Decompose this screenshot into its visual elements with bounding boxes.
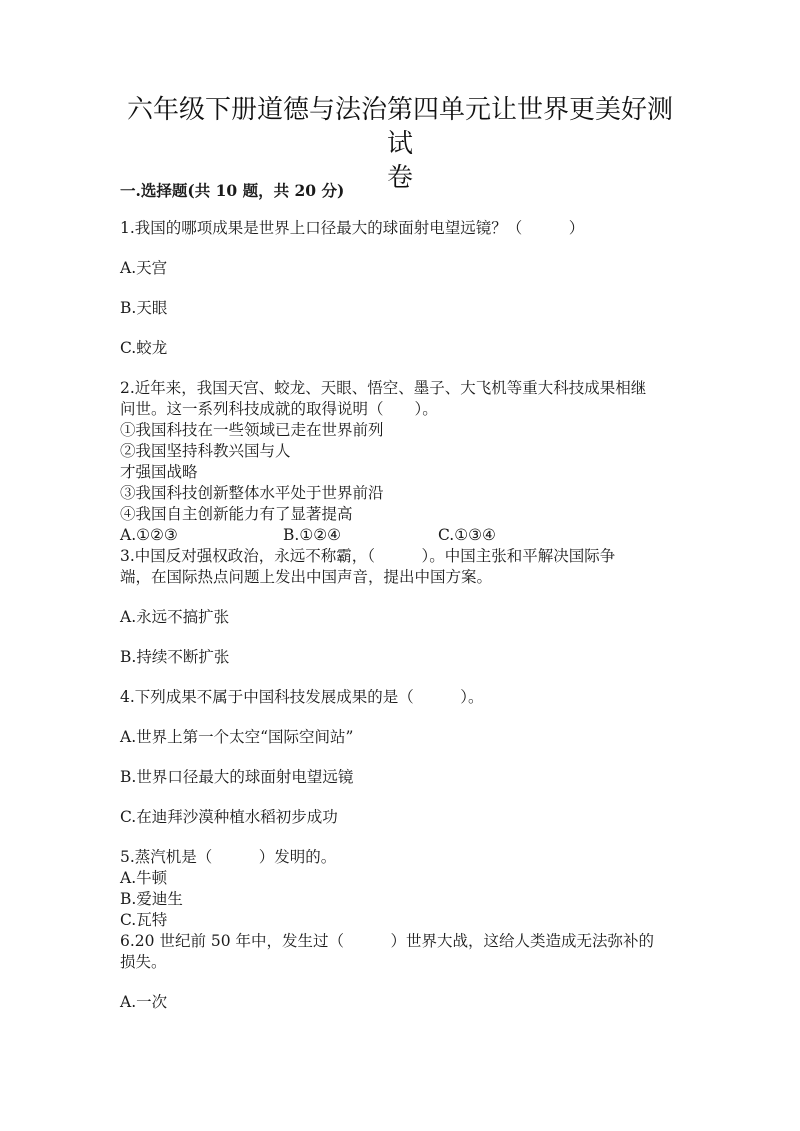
question-3-stem-line-1: 3.中国反对强权政治，永远不称霸，（ ）。中国主张和平解决国际争 <box>120 547 616 565</box>
question-2-option-c: C.①③④ <box>438 526 496 544</box>
question-4-option-a: A.世界上第一个太空“国际空间站” <box>120 728 354 746</box>
question-2-options <box>120 525 496 545</box>
title-line-2: 卷 <box>386 163 413 193</box>
question-2-option-b: B.①②④ <box>283 526 342 544</box>
question-4-option-b: B.世界口径最大的球面射电望远镜 <box>120 768 354 786</box>
question-2-option-a: A.①②③ <box>120 526 178 544</box>
question-1-option-a: A.天宫 <box>120 259 168 277</box>
question-6-stem-line-1: 6.20 世纪前 50 年中，发生过（ ）世界大战，这给人类造成无法弥补的 <box>120 932 655 950</box>
question-2-item-3: ③我国科技创新整体水平处于世界前沿 <box>120 484 384 502</box>
question-6-option-a: A.一次 <box>120 993 168 1011</box>
question-3-stem-line-2: 端，在国际热点问题上发出中国声音，提出中国方案。 <box>120 568 493 586</box>
page-title <box>120 93 680 195</box>
question-3-option-a: A.永远不搞扩张 <box>120 608 230 626</box>
question-2-item-1: ①我国科技在一些领域已走在世界前列 <box>120 421 384 439</box>
question-2-item-2: ②我国坚持科教兴国与人 <box>120 442 291 460</box>
question-2-stem-line-1: 2.近年来，我国天宫、蛟龙、天眼、悟空、墨子、大飞机等重大科技成果相继 <box>120 379 647 397</box>
question-2-stem-line-2: 问世。这一系列科技成就的取得说明（ ）。 <box>120 400 438 418</box>
question-6-stem-line-2: 损失。 <box>120 953 167 971</box>
question-1-stem: 1.我国的哪项成果是世界上口径最大的球面射电望远镜？（ ） <box>120 219 585 237</box>
question-1-option-c: C.蛟龙 <box>120 339 168 357</box>
question-4-stem: 4.下列成果不属于中国科技发展成果的是（ ）。 <box>120 688 484 706</box>
question-5-option-b: B.爱迪生 <box>120 890 183 908</box>
title-line-1: 六年级下册道德与法治第四单元让世界更美好测试 <box>126 95 673 159</box>
question-2-item-2-cont: 才强国战略 <box>120 463 198 481</box>
question-4-option-c: C.在迪拜沙漠种植水稻初步成功 <box>120 808 338 826</box>
question-5-option-a: A.牛顿 <box>120 869 168 887</box>
section-header: 一.选择题(共 10 题，共 20 分) <box>120 181 345 200</box>
question-5-option-c: C.瓦特 <box>120 911 168 929</box>
question-2-item-4: ④我国自主创新能力有了显著提高 <box>120 505 353 523</box>
question-1-option-b: B.天眼 <box>120 299 168 317</box>
question-3-option-b: B.持续不断扩张 <box>120 648 230 666</box>
question-5-stem: 5.蒸汽机是（ ）发明的。 <box>120 848 337 866</box>
